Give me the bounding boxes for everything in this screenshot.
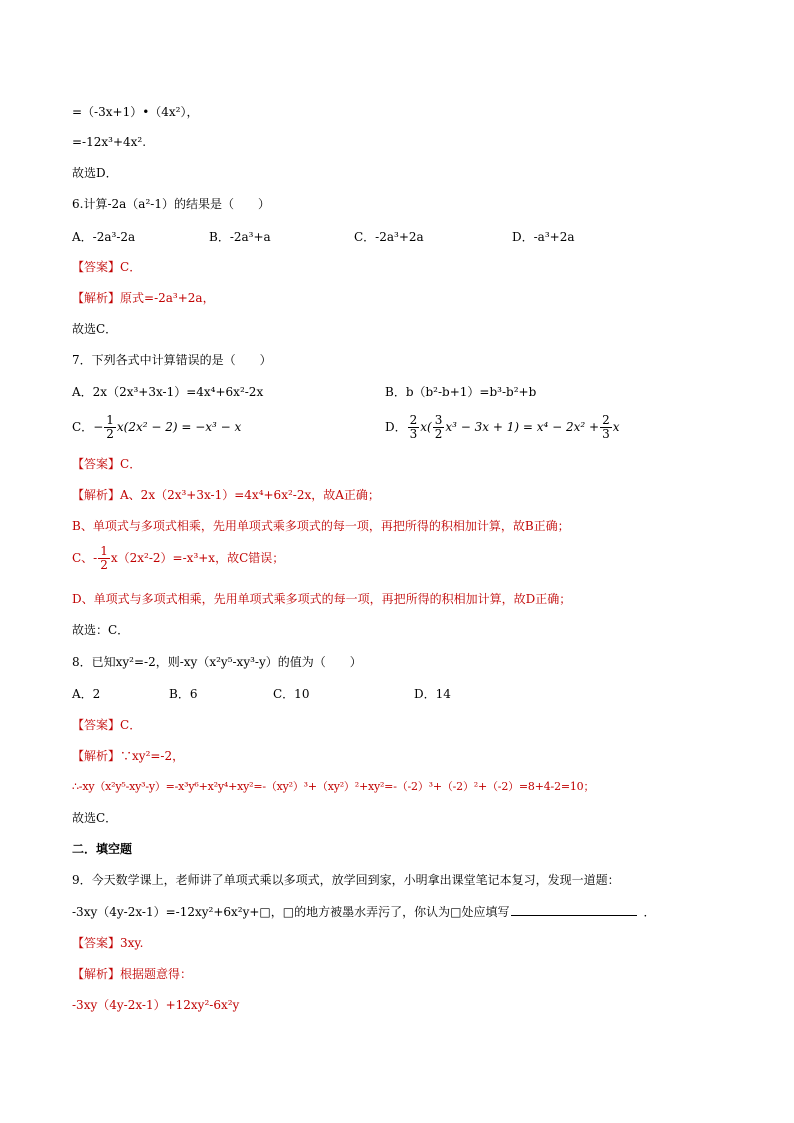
q6-analysis: [72, 290, 734, 306]
q9-analysis: [72, 966, 734, 982]
q7-analysis-d: D、单项式与多项式相乘，先用单项式乘多项式的每一项，再把所得的积相加计算，故D正确；: [72, 592, 572, 606]
analysis-text: A、2x（2x³+3x-1）=4x⁴+6x²-2x，故A正确；: [120, 488, 380, 502]
answer-value: C．: [120, 718, 142, 732]
q8-option-c: C．10: [273, 687, 310, 701]
question-6: 6.计算-2a（a²-1）的结果是（ ）: [72, 197, 270, 211]
q7-analysis-b: B、单项式与多项式相乘，先用单项式乘多项式的每一项，再把所得的积相加计算，故B正确；: [72, 519, 570, 533]
q7-options-ab: [72, 384, 734, 400]
fraction-two-thirds: $\frac{2}{3}$: [409, 413, 418, 441]
fraction-one-half-red: $\frac{1}{2}$: [100, 544, 108, 572]
q7-option-c-expr: x(2x² − 2) = −x³ − x: [116, 420, 242, 434]
q8-option-d: D．14: [414, 687, 451, 701]
analysis-text: 原式=-2a³+2a，: [120, 291, 215, 305]
answer-tag: 【答案】: [72, 718, 121, 732]
q8-option-a: A．2: [72, 687, 101, 701]
q7-answer: [72, 456, 734, 472]
q8-analysis: [72, 748, 734, 764]
answer-blank: [511, 903, 637, 916]
q6-answer: [72, 259, 734, 275]
question-8: 8．已知xy²=-2，则-xy（x²y⁵-xy³-y）的值为（ ）: [72, 655, 362, 669]
answer-value: C．: [120, 260, 142, 274]
answer-value: 3xy.: [120, 936, 144, 950]
analysis-tag: 【解析】: [72, 749, 121, 763]
q6-conclusion: 故选C．: [72, 322, 118, 336]
q7-options-cd: [72, 412, 734, 442]
q7-option-d-expr-c: x: [612, 420, 620, 434]
solution-line-1: =（-3x+1）•（4x²），: [72, 105, 199, 119]
analysis-tag: 【解析】: [72, 488, 121, 502]
q7-analysis-a: [72, 487, 734, 503]
q7-option-d-label: D．: [385, 420, 407, 434]
section-title-fill-in: 二．填空题: [72, 842, 133, 856]
q9-calculation: -3xy（4y-2x-1）+12xy²-6x²y: [72, 998, 240, 1012]
analysis-tag: 【解析】: [72, 291, 121, 305]
choice-conclusion: 故选D．: [72, 166, 118, 180]
q6-option-d: D．-a³+2a: [512, 230, 575, 244]
answer-tag: 【答案】: [72, 260, 121, 274]
q9-answer: [72, 935, 734, 951]
q7-conclusion: 故选：C．: [72, 623, 130, 637]
fraction-three-halves: $\frac{3}{2}$: [434, 413, 443, 441]
q6-option-b: B．-2a³+a: [209, 230, 271, 244]
fraction-one-half: $\frac{1}{2}$: [106, 413, 114, 441]
q8-option-b: B．6: [169, 687, 198, 701]
q6-option-a: A．-2a³-2a: [72, 230, 136, 244]
question-7: 7．下列各式中计算错误的是（ ）: [72, 353, 272, 367]
q8-calculation: ∴-xy（x²y⁵-xy³-y）=-x³y⁶+x²y⁴+xy²=-（xy²）³+（xy²）²+xy²=-（-2）³+（-2）²+（-2）=8+4-2=10；: [72, 780, 595, 793]
q7-option-a: A．2x（2x³+3x-1）=4x⁴+6x²-2x: [72, 385, 264, 399]
question-9-cont: -3xy（4y-2x-1）=-12xy²+6x²y+□，□的地方被墨水弄污了，你认为□处应填写 ．: [72, 905, 656, 919]
question-6-options: [72, 229, 734, 245]
analysis-text: ∵xy²=-2，: [120, 749, 185, 763]
q7-option-d-expr-a: x(: [420, 420, 432, 434]
q7-option-c-label: C．: [72, 420, 94, 434]
q8-answer: [72, 717, 734, 733]
answer-value: C．: [120, 457, 142, 471]
q7-option-d: [385, 412, 619, 442]
q7-option-b: B．b（b²-b+1）=b³-b²+b: [385, 385, 537, 399]
analysis-text: 根据题意得：: [120, 967, 193, 981]
question-8-options: [72, 686, 734, 702]
question-9: 9．今天数学课上，老师讲了单项式乘以多项式，放学回到家，小明拿出课堂笔记本复习，发现一道题：: [72, 873, 620, 887]
q8-conclusion: 故选C．: [72, 811, 118, 825]
answer-tag: 【答案】: [72, 457, 121, 471]
answer-tag: 【答案】: [72, 936, 121, 950]
solution-line-2: =-12x³+4x².: [72, 135, 147, 149]
q7-analysis-c: C、- $\frac{1}{2}$ x（2x²-2）=-x³+x，故C错误；: [72, 544, 285, 572]
q6-option-c: C．-2a³+2a: [354, 230, 424, 244]
analysis-tag: 【解析】: [72, 967, 121, 981]
q7-option-c: C．− $\frac{1}{2}$ x(2x² − 2) = −x³ − x: [72, 413, 242, 441]
fraction-two-thirds-2: $\frac{2}{3}$: [602, 413, 610, 441]
q7-option-d-expr-b: x³ − 3x + 1) = x⁴ − 2x² +: [445, 420, 600, 434]
